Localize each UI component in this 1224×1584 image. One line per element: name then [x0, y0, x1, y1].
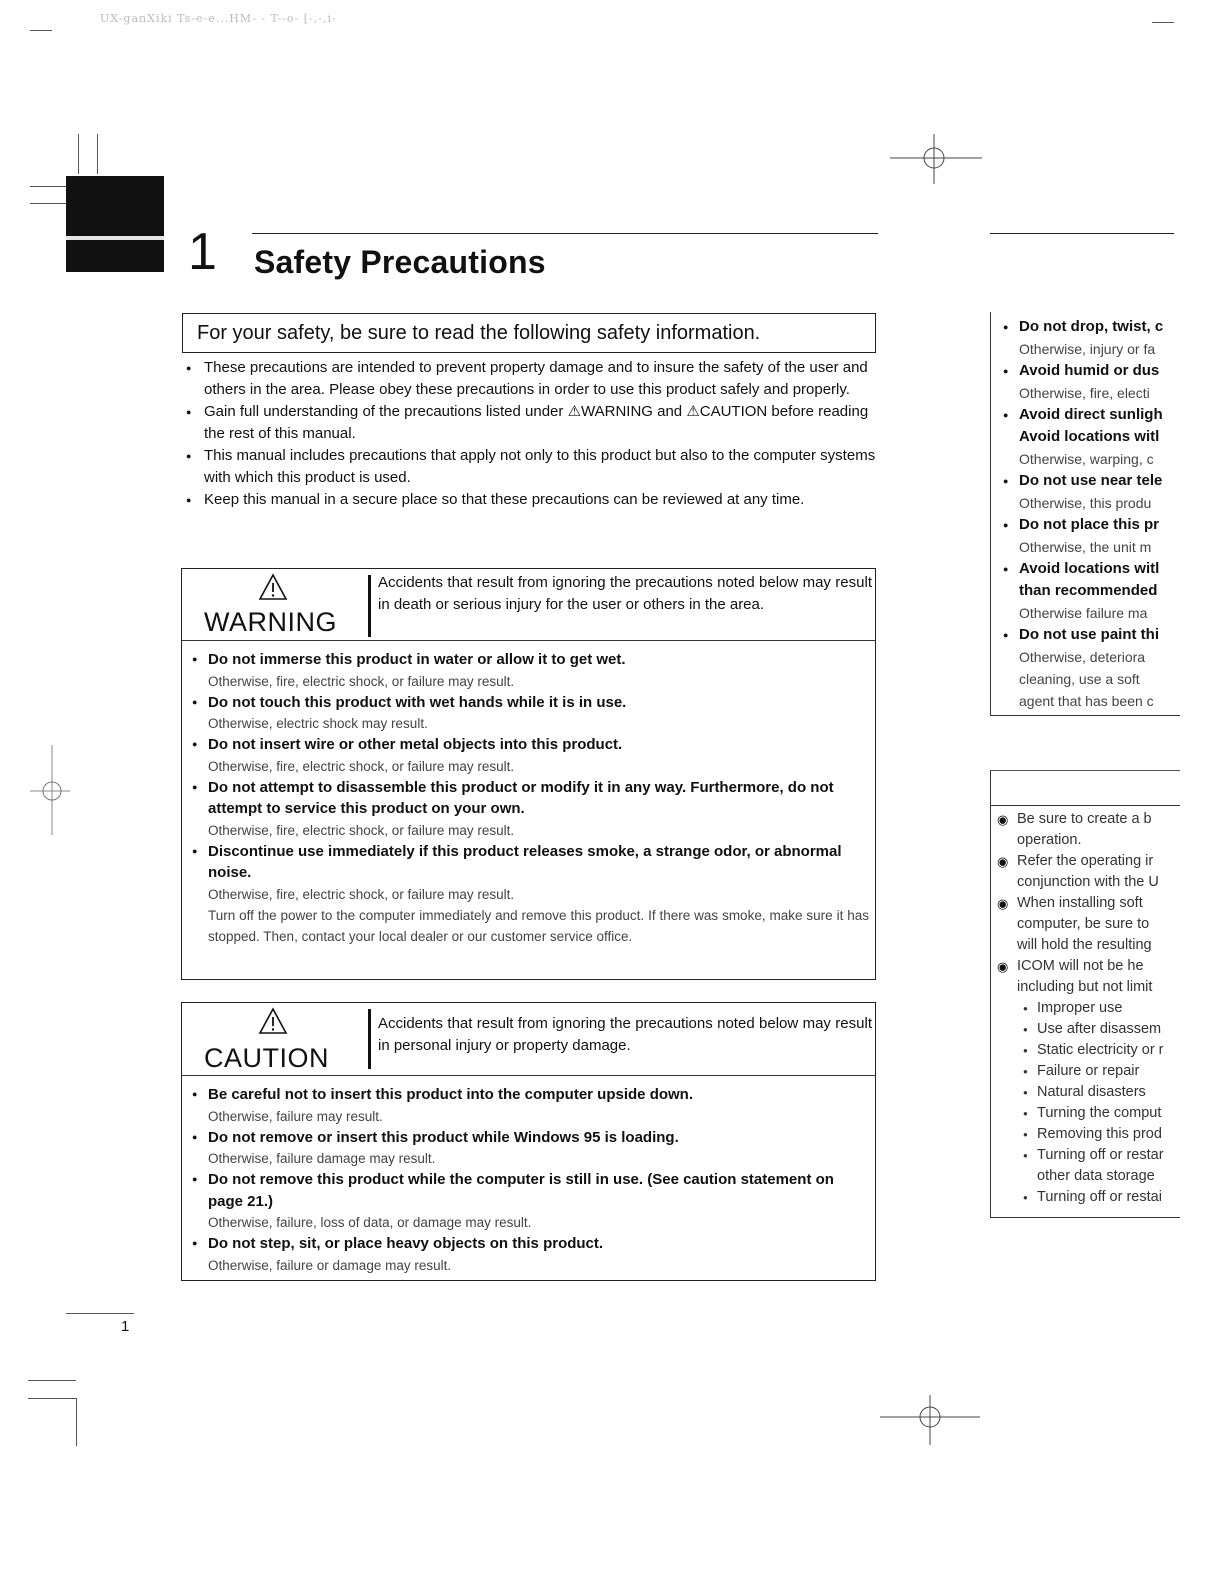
warning-box [181, 568, 876, 980]
registration-mark-icon [890, 134, 982, 184]
list-item: ● Keep this manual in a secure place so that these precautions can be reviewed at any time. [186, 489, 880, 511]
sub-list-item: ● Turning off or restai [991, 1187, 1180, 1208]
warning-divider [368, 575, 371, 637]
list-item-cont: including but not limit [1017, 979, 1153, 995]
list-item-cont: will hold the resulting [1017, 937, 1152, 953]
list-item-cont: conjunction with the U [1017, 874, 1159, 890]
crop-mark [1152, 22, 1174, 23]
chapter-rule-right [990, 233, 1174, 234]
caution-triangle-icon [258, 1007, 288, 1035]
list-item: ● Do not use near tele Otherwise, this produ [991, 470, 1180, 514]
list-item: ● Do not touch this product with wet hands while it is in use. Otherwise, electric shock may result. [192, 692, 869, 735]
crop-mark [78, 134, 79, 174]
header-scan-noise: UX-ganXiki Ts-e-e...HM- - T--o- [-,-,i- [100, 12, 337, 25]
sub-list-item: ● Improper use [991, 998, 1180, 1019]
caution-list [182, 1076, 875, 1282]
registration-mark-icon [880, 1395, 980, 1445]
page-number: 1 [121, 1318, 130, 1335]
list-item: ● Do not drop, twist, c Otherwise, injury or fa [991, 316, 1180, 360]
crop-mark [97, 134, 98, 174]
list-item: ● Avoid direct sunligh Avoid locations witl Otherwise, warping, c [991, 404, 1180, 470]
registration-mark-icon [30, 745, 70, 835]
list-item: ● Discontinue use immediately if this product releases smoke, a strange odor, or abnormal noise. Otherwise, fire, electric shock, or failure may result. Turn off the power to the computer immediately and remove this product. If there was smoke, make sure it has stopped. Then, contact your local dealer or our customer service office. [192, 841, 869, 947]
caution-header [182, 1003, 875, 1076]
list-item: ● Do not attempt to disassemble this product or modify it in any way. Furthermore, do not attempt to service this product on your own. Otherwise, fire, electric shock, or failure may result. [192, 777, 869, 841]
list-item: ● Do not remove this product while the computer is still in use. (See caution statement on page 21.) Otherwise, failure, loss of data, or damage may result. [192, 1169, 869, 1233]
right-precautions-box [990, 312, 1180, 716]
list-item: ● Do not step, sit, or place heavy objects on this product. Otherwise, failure or damage may result. [192, 1233, 869, 1276]
chapter-number: 1 [188, 223, 217, 281]
list-item: ● Avoid humid or dus Otherwise, fire, electi [991, 360, 1180, 404]
warning-triangle-icon [258, 573, 288, 601]
sub-list-item: ● Turning the comput [991, 1103, 1180, 1124]
sub-list-item: ● Failure or repair [991, 1061, 1180, 1082]
list-item: ● Do not immerse this product in water or allow it to get wet. Otherwise, fire, electric shock, or failure may result. [192, 649, 869, 692]
list-item: ● Gain full understanding of the precautions listed under ⚠WARNING and ⚠CAUTION before reading the rest of this manual. [186, 401, 880, 445]
warning-header [182, 569, 875, 641]
list-item: ● Do not use paint thi Otherwise, deteriora cleaning, use a soft agent that has been c [991, 624, 1180, 712]
intro-list [186, 357, 880, 511]
caution-divider [368, 1009, 371, 1069]
list-item-cont: computer, be sure to [1017, 916, 1150, 932]
right-notes-box [990, 770, 1180, 1218]
list-item: ● Do not remove or insert this product while Windows 95 is loading. Otherwise, failure damage may result. [192, 1127, 869, 1170]
warning-label: WARNING [204, 607, 337, 637]
footer-rule [66, 1313, 134, 1314]
list-item: ◉ When installing soft [991, 893, 1180, 914]
page-title: Safety Precautions [254, 244, 546, 280]
list-item: ● This manual includes precautions that apply not only to this product but also to the computer systems with which this product is used. [186, 445, 880, 489]
list-item-cont: operation. [1017, 832, 1082, 848]
warning-description: Accidents that result from ignoring the precautions noted below may result in death or serious injury for the user or others in the area. [378, 574, 872, 613]
sub-list-item: ● Natural disasters [991, 1082, 1180, 1103]
crop-mark [76, 1398, 77, 1446]
caution-description: Accidents that result from ignoring the precautions noted below may result in personal injury or property damage. [378, 1015, 872, 1054]
sub-list-item: ● Static electricity or r [991, 1040, 1180, 1061]
sub-list-item: ● Use after disassem [991, 1019, 1180, 1040]
list-item: ● Be careful not to insert this product into the computer upside down. Otherwise, failure may result. [192, 1084, 869, 1127]
crop-mark [30, 203, 66, 204]
list-item: ● Do not insert wire or other metal objects into this product. Otherwise, fire, electric shock, or failure may result. [192, 734, 869, 777]
list-item: ◉ Refer the operating ir [991, 851, 1180, 872]
crop-mark [28, 1380, 76, 1381]
caution-box [181, 1002, 876, 1281]
crop-mark [30, 30, 52, 31]
list-item: ◉ Be sure to create a b [991, 809, 1180, 830]
chapter-rule [252, 233, 878, 234]
sub-list-item: ● Removing this prod [991, 1124, 1180, 1145]
chapter-tab-block [66, 176, 164, 272]
list-item: ● Avoid locations witl than recommended Otherwise failure ma [991, 558, 1180, 624]
list-item: ● These precautions are intended to prevent property damage and to insure the safety of the user and others in the area. Please obey these precautions in order to use this product safely and properly. [186, 357, 880, 401]
crop-mark [30, 186, 66, 187]
notes-header-rule [991, 805, 1180, 806]
list-item: ◉ ICOM will not be he [991, 956, 1180, 977]
sub-list-item-cont: other data storage [1037, 1168, 1155, 1184]
caution-label: CAUTION [204, 1043, 329, 1073]
safety-banner: For your safety, be sure to read the following safety information. [182, 313, 876, 353]
warning-list [182, 641, 875, 953]
crop-mark [28, 1398, 76, 1399]
sub-list-item: ● Turning off or restar [991, 1145, 1180, 1166]
list-item: ● Do not place this pr Otherwise, the unit m [991, 514, 1180, 558]
